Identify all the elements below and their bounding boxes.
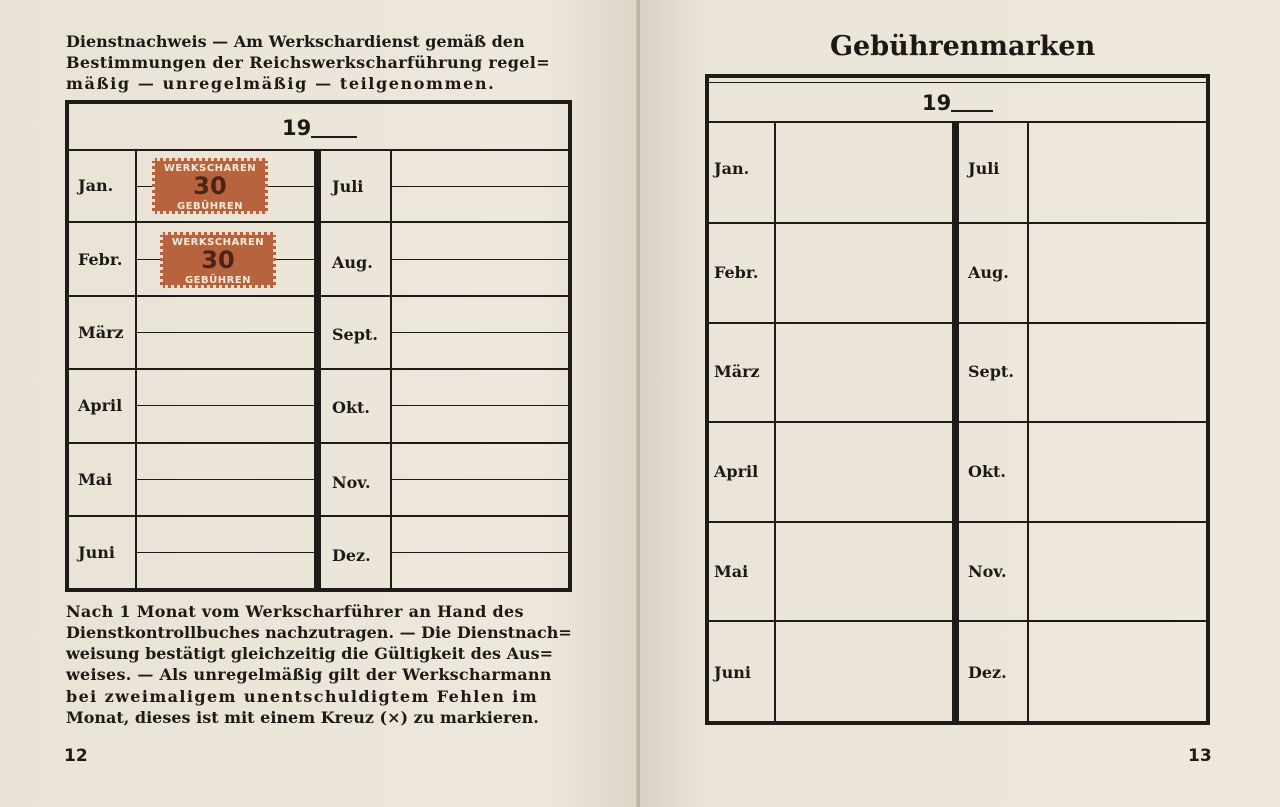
intro-line-2: Bestimmungen der Reichswerkscharführung regel= [66, 53, 550, 72]
right-page [640, 0, 1280, 807]
year-label: 19 [922, 91, 952, 115]
month-apr: April [714, 462, 759, 481]
year-label: 19 [282, 116, 312, 140]
month-oct: Okt. [332, 398, 370, 417]
month-jan: Jan. [714, 159, 750, 178]
month-jun: Juni [714, 663, 751, 682]
footer-line-2: Dienstkontrollbuches nachzutragen. — Die Dienstnach= [66, 623, 572, 642]
month-oct: Okt. [968, 462, 1006, 481]
month-nov: Nov. [968, 562, 1007, 581]
month-feb: Febr. [78, 250, 123, 269]
month-jan: Jan. [78, 176, 114, 195]
month-aug: Aug. [332, 253, 373, 272]
month-jul: Juli [968, 159, 1000, 178]
month-dec: Dez. [332, 546, 371, 565]
month-aug: Aug. [968, 263, 1009, 282]
footer-line-3: weisung bestätigt gleichzeitig die Gültigkeit des Aus= [66, 644, 554, 663]
page-number-right: 13 [1188, 746, 1212, 766]
intro-line-1: Dienstnachweis — Am Werkschardienst gemäß den [66, 32, 525, 51]
month-dec: Dez. [968, 663, 1007, 682]
footer-line-5: bei zweimaligem unentschuldigtem Fehlen im [66, 687, 539, 706]
month-may: Mai [714, 562, 749, 581]
footer-line-6: Monat, dieses ist mit einem Kreuz (×) zu markieren. [66, 708, 539, 727]
left-page [0, 0, 638, 807]
month-nov: Nov. [332, 473, 371, 492]
page-title: Gebührenmarken [830, 31, 1096, 62]
footer-line-4: weises. — Als unregelmäßig gilt der Werkscharmann [66, 665, 552, 684]
fee-stamp-jan: WERKSCHAREN 30 GEBÜHREN [152, 158, 268, 214]
month-mar: März [78, 323, 124, 342]
month-sep: Sept. [332, 325, 378, 344]
month-apr: April [78, 396, 123, 415]
fee-stamp-feb: WERKSCHAREN 30 GEBÜHREN [160, 232, 276, 288]
month-mar: März [714, 362, 760, 381]
intro-line-3: mäßig — unregelmäßig — teilgenommen. [66, 74, 496, 93]
month-feb: Febr. [714, 263, 759, 282]
month-may: Mai [78, 470, 113, 489]
footer-line-1: Nach 1 Monat vom Werkscharführer an Hand des [66, 602, 524, 621]
month-sep: Sept. [968, 362, 1014, 381]
page-number-left: 12 [64, 746, 88, 766]
month-jul: Juli [332, 177, 364, 196]
month-jun: Juni [78, 543, 115, 562]
